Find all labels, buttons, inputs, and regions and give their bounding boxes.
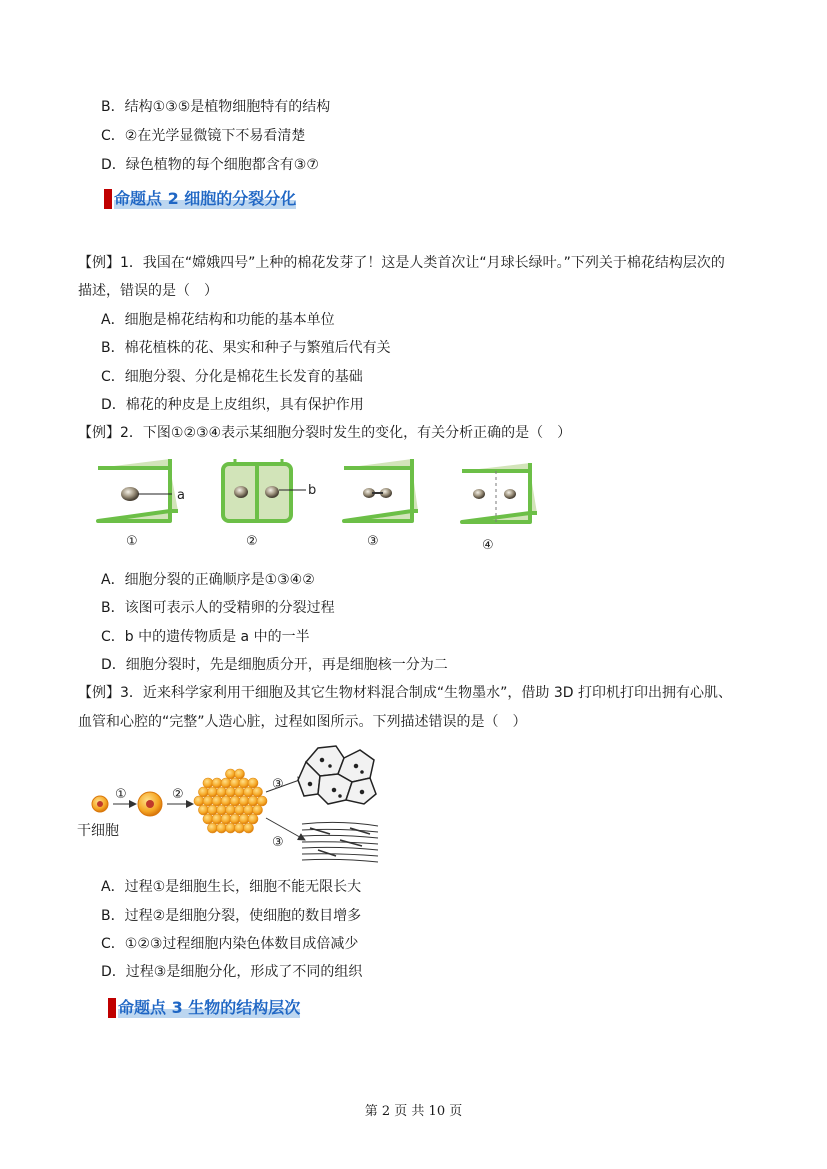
label-a: a — [177, 488, 185, 503]
cluster-cell — [203, 814, 213, 824]
cluster-cell — [212, 796, 222, 806]
grown-cell — [138, 792, 162, 816]
cluster-cell — [248, 814, 258, 824]
caption-1: ① — [126, 534, 138, 549]
cluster-cell — [203, 778, 213, 788]
q2-option-a: A．细胞分裂的正确顺序是①③④② — [101, 572, 315, 588]
q1-stem-line1: 【例】1．我国在“嫦娥四号”上种的棉花发芽了！这是人类首次让“月球长绿叶。”下列关于棉花结构层次的 — [78, 255, 725, 271]
cluster-cell — [221, 814, 231, 824]
cluster-cell — [221, 778, 231, 788]
q2-stem: 【例】2．下图①②③④表示某细胞分裂时发生的变化，有关分析正确的是（ ） — [78, 425, 572, 441]
cluster-cell — [257, 796, 267, 806]
cluster-cell — [212, 814, 222, 824]
heading-marker — [104, 189, 112, 209]
step-1-label: ① — [115, 787, 127, 802]
cell-stage-4 — [462, 463, 537, 522]
tissue-polygonal — [298, 746, 376, 804]
cluster-cell — [248, 796, 258, 806]
cluster-cell — [212, 778, 222, 788]
cell-stage-1 — [98, 459, 178, 521]
q3-stem-line1: 【例】3．近来科学家利用干细胞及其它生物材料混合制成“生物墨水”，借助 3D 打印机打印出拥有心肌、 — [78, 685, 732, 701]
tissue-fibrous — [302, 822, 378, 862]
cluster-cell — [235, 823, 245, 833]
cluster-cell — [239, 778, 249, 788]
cluster-cell — [208, 805, 218, 815]
cluster-cell — [217, 787, 227, 797]
cluster-cell — [208, 823, 218, 833]
option-c-prev: C．②在光学显微镜下不易看清楚 — [101, 128, 306, 144]
cluster-cell — [239, 814, 249, 824]
q3-option-a: A．过程①是细胞生长，细胞不能无限长大 — [101, 879, 362, 895]
q3-option-d: D．过程③是细胞分化，形成了不同的组织 — [101, 964, 363, 980]
cluster-cell — [217, 823, 227, 833]
caption-4: ④ — [482, 538, 494, 553]
cluster-cell — [230, 814, 240, 824]
page-footer: 第 2 页 共 10 页 — [364, 1104, 463, 1119]
cell-cluster — [194, 769, 267, 833]
cluster-cell — [226, 787, 236, 797]
q1-option-d: D．棉花的种皮是上皮组织，具有保护作用 — [101, 397, 364, 413]
cluster-cell — [230, 778, 240, 788]
cluster-cell — [226, 823, 236, 833]
cluster-cell — [239, 796, 249, 806]
stem-cell — [92, 796, 108, 812]
q3-option-b: B．过程②是细胞分裂，使细胞的数目增多 — [101, 908, 362, 924]
cluster-cell — [203, 796, 213, 806]
q3-stem-line2: 血管和心腔的“完整”人造心脏，过程如图所示。下列描述错误的是（ ） — [78, 714, 527, 730]
stem-cell-label: 干细胞 — [77, 823, 119, 839]
stem-cell-figure — [0, 740, 420, 868]
cluster-cell — [244, 805, 254, 815]
cluster-cell — [230, 796, 240, 806]
q1-stem-line2: 描述，错误的是（ ） — [78, 283, 218, 299]
cluster-cell — [235, 769, 245, 779]
cell-division-figure — [0, 455, 600, 555]
q1-option-a: A．细胞是棉花结构和功能的基本单位 — [101, 312, 335, 328]
heading-marker — [108, 998, 116, 1018]
label-b: b — [308, 483, 317, 498]
cluster-cell — [194, 796, 204, 806]
caption-2: ② — [246, 534, 258, 549]
cluster-cell — [226, 769, 236, 779]
heading-title: 命题点 3 生物的结构层次 — [118, 998, 301, 1017]
q2-option-b: B．该图可表示人的受精卵的分裂过程 — [101, 600, 335, 616]
cluster-cell — [199, 787, 209, 797]
cluster-cell — [226, 805, 236, 815]
q2-option-c: C．b 中的遗传物质是 a 中的一半 — [101, 629, 310, 645]
cluster-cell — [248, 778, 258, 788]
caption-3: ③ — [367, 534, 379, 549]
step-3-upper-label: ③ — [272, 777, 284, 792]
step-3-lower-label: ③ — [272, 835, 284, 850]
cell-stage-2 — [223, 459, 306, 521]
cluster-cell — [235, 805, 245, 815]
q1-option-b: B．棉花植株的花、果实和种子与繁殖后代有关 — [101, 340, 391, 356]
option-b-prev: B．结构①③⑤是植物细胞特有的结构 — [101, 99, 331, 115]
cluster-cell — [221, 796, 231, 806]
cluster-cell — [244, 823, 254, 833]
step-2-label: ② — [172, 787, 184, 802]
cluster-cell — [217, 805, 227, 815]
cluster-cell — [244, 787, 254, 797]
cell-stage-3 — [344, 459, 418, 521]
option-d-prev: D．绿色植物的每个细胞都含有③⑦ — [101, 157, 319, 173]
q2-option-d: D．细胞分裂时，先是细胞质分开，再是细胞核一分为二 — [101, 657, 448, 673]
q3-option-c: C．①②③过程细胞内染色体数目成倍减少 — [101, 936, 359, 952]
heading-title: 命题点 2 细胞的分裂分化 — [114, 189, 297, 208]
cluster-cell — [208, 787, 218, 797]
cluster-cell — [235, 787, 245, 797]
cluster-cell — [253, 805, 263, 815]
cluster-cell — [199, 805, 209, 815]
cluster-cell — [253, 787, 263, 797]
q1-option-c: C．细胞分裂、分化是棉花生长发育的基础 — [101, 369, 363, 385]
